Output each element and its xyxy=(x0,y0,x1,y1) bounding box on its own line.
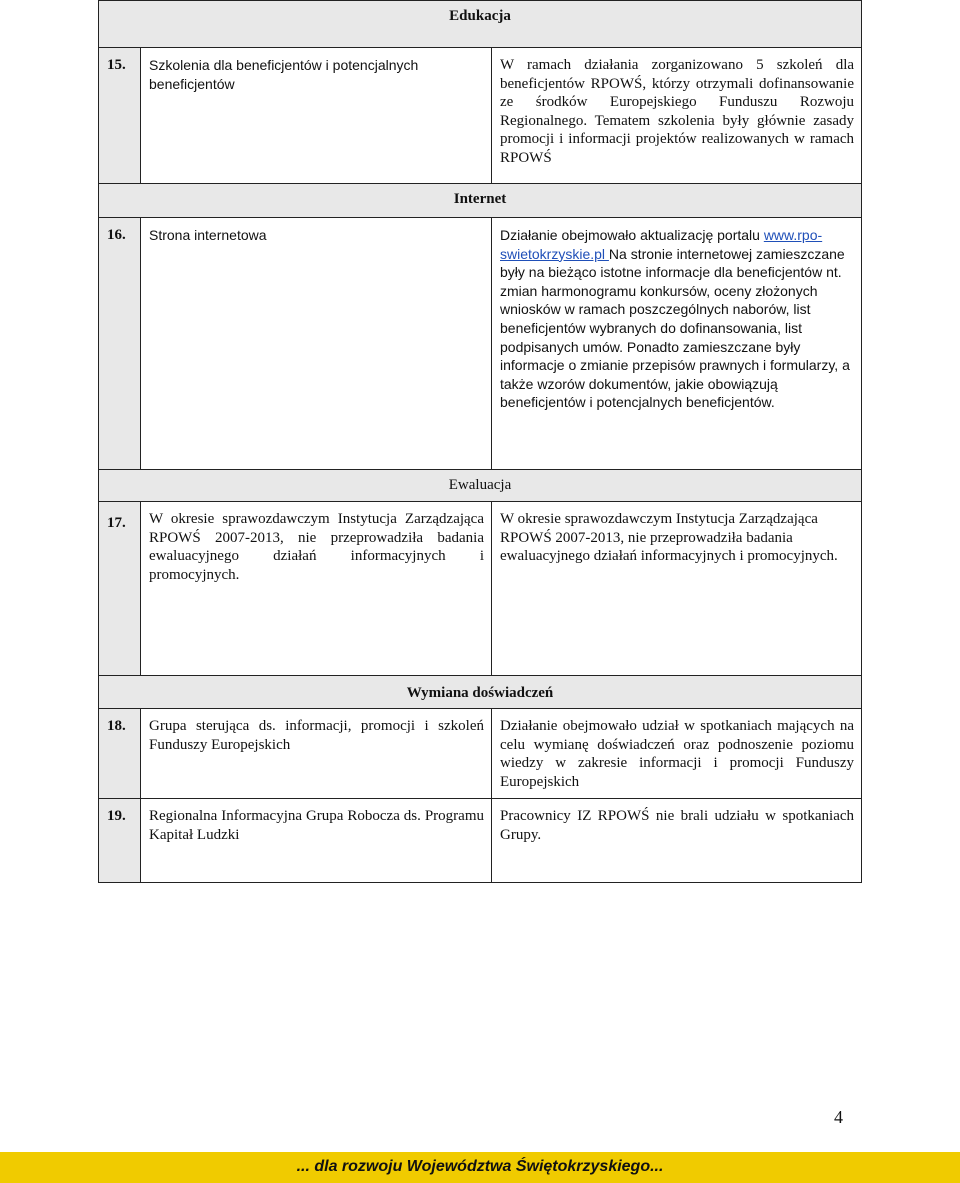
row-number: 18. xyxy=(99,709,141,799)
section-header-ewaluacja: Ewaluacja xyxy=(99,470,862,502)
row-number: 17. xyxy=(99,502,141,676)
section-header-wymiana: Wymiana doświadczeń xyxy=(99,676,862,709)
row-number: 15. xyxy=(99,48,141,184)
page-number: 4 xyxy=(834,1107,843,1127)
section-header-edukacja: Edukacja xyxy=(99,1,862,48)
footer-slogan: ... dla rozwoju Województwa Świętokrzyskiego... xyxy=(296,1158,664,1175)
portal-link[interactable]: www.rpo-swietokrzyskie.pl xyxy=(500,227,823,262)
activity-cell: Grupa sterująca ds. informacji, promocji i szkoleń Funduszy Europejskich xyxy=(141,709,492,799)
activity-cell: Strona internetowa xyxy=(141,218,492,470)
report-table xyxy=(98,0,862,883)
result-cell: W ramach działania zorganizowano 5 szkoleń dla beneficjentów RPOWŚ, którzy otrzymali dofinansowanie ze środków Europejskiego Funduszu Rozwoju Regionalnego. Tematem szkolenia były głównie zasady promocji i informacji projektów realizowanych w ramach RPOWŚ xyxy=(492,48,862,184)
result-cell: W okresie sprawozdawczym Instytucja Zarządzająca RPOWŚ 2007-2013, nie przeprowadziła badania ewaluacyjnego działań informacyjnych i promocyjnych. xyxy=(492,502,862,676)
result-cell: Pracownicy IZ RPOWŚ nie brali udziału w spotkaniach Grupy. xyxy=(492,799,862,883)
result-text-prefix: Działanie obejmowało aktualizację portalu xyxy=(500,227,764,243)
result-cell xyxy=(492,218,862,470)
activity-cell: Szkolenia dla beneficjentów i potencjalnych beneficjentów xyxy=(141,48,492,184)
result-text-suffix: Na stronie internetowej zamieszczane były na bieżąco istotne informacje dla beneficjentów nt. zmian harmonogramu konkursów, oceny złożonych wniosków w ramach poszczególnych naborów, list beneficjentów wybranych do dofinansowania, list podpisanych umów. Ponadto zamieszczane były informacje o zmianie przepisów prawnych i formularzy, a także wzorów dokumentów, jakie obowiązują beneficjentów i potencjalnych beneficjentów. xyxy=(500,245,850,411)
activity-cell: Regionalna Informacyjna Grupa Robocza ds. Programu Kapitał Ludzki xyxy=(141,799,492,883)
section-header-internet: Internet xyxy=(99,184,862,218)
row-number: 16. xyxy=(99,218,141,470)
result-cell: Działanie obejmowało udział w spotkaniach mających na celu wymianę doświadczeń oraz podnoszenie poziomu wiedzy w zakresie informacji i promocji Funduszy Europejskich xyxy=(492,709,862,799)
activity-cell: W okresie sprawozdawczym Instytucja Zarządzająca RPOWŚ 2007-2013, nie przeprowadziła badania ewaluacyjnego działań informacyjnych i promocyjnych. xyxy=(141,502,492,676)
row-number: 19. xyxy=(99,799,141,883)
